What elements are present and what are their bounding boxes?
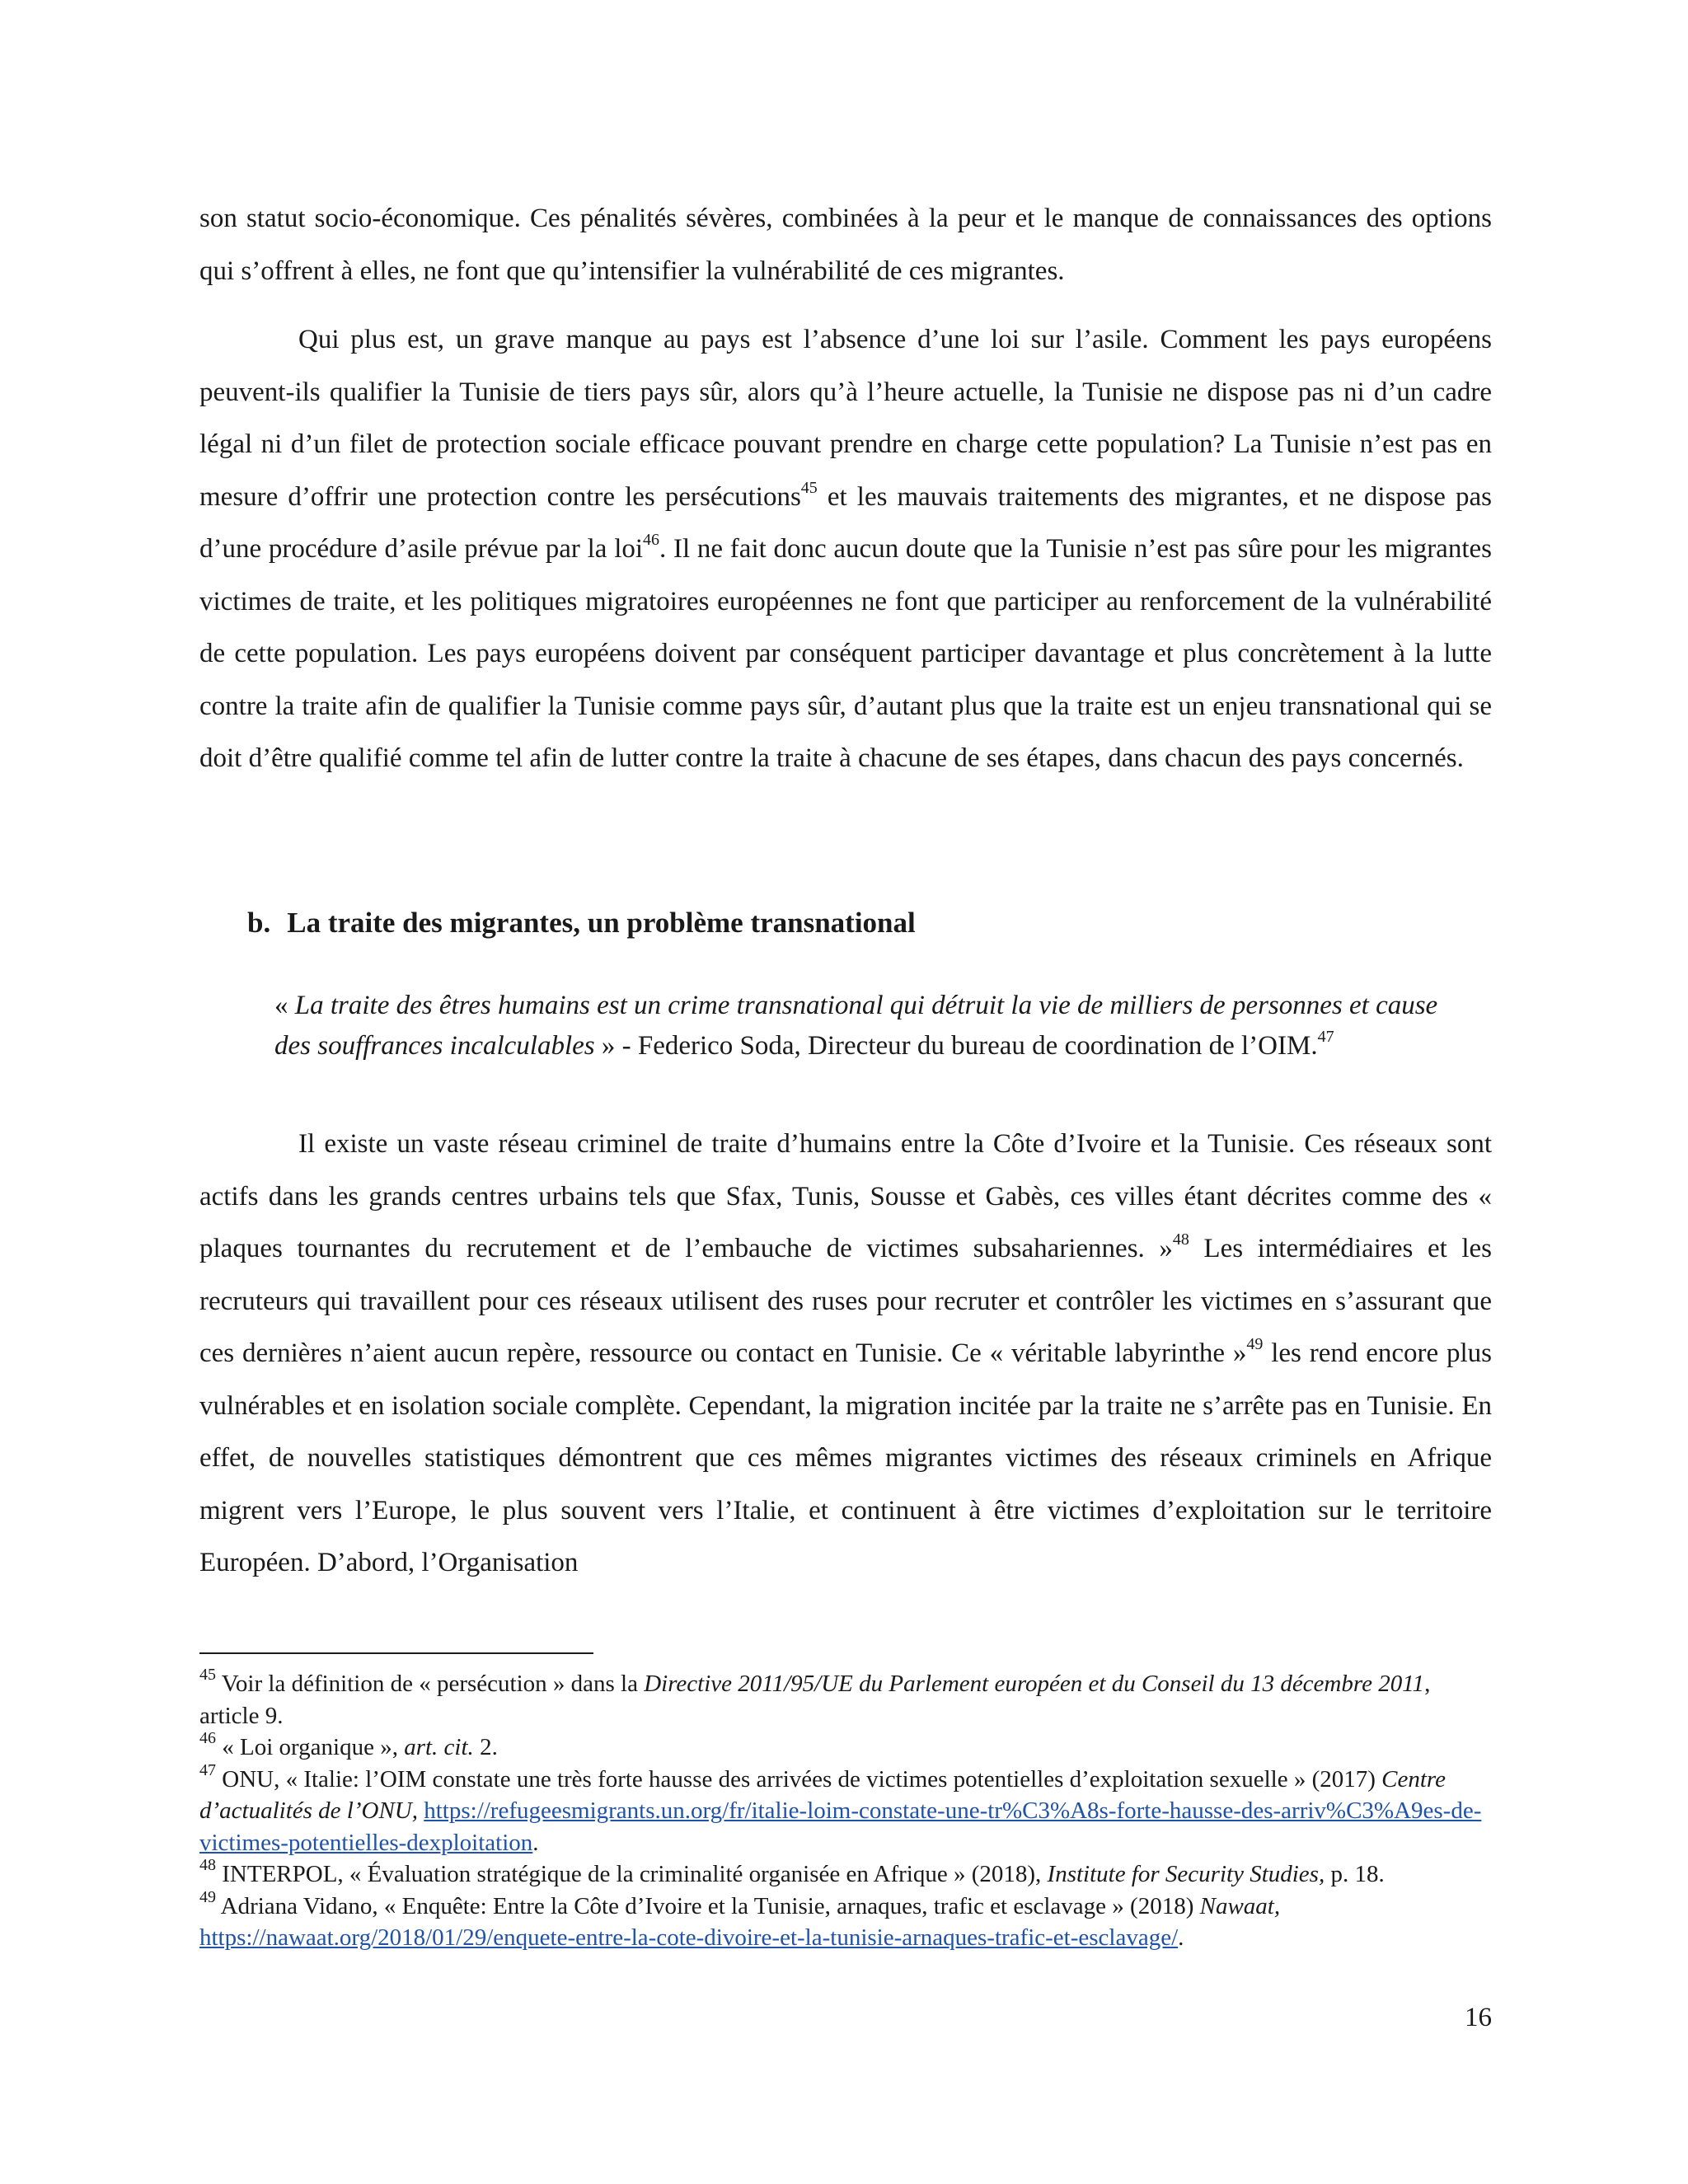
section-heading bbox=[247, 905, 916, 941]
paragraph-text: son statut socio-économique. Ces pénalités sévères, combinées à la peur et le manque de connaissances des options qui s’offrent à elles, ne font que qu’intensifier la vulnérabilité de ces migrantes. bbox=[199, 204, 1492, 286]
paragraph-text: les rend encore plus vulnérables et en isolation sociale complète. Cependant, la migration incitée par la traite ne s’arrête pas en Tunisie. En effet, de nouvelles statistiques démontrent que ces mêmes migrantes victimes des réseaux criminels en Afrique migrent vers l’Europe, le plus souvent vers l’Italie, et continuent à être victimes d’exploitation sur le territoire Européen. D’abord, l’Organisation bbox=[199, 1338, 1492, 1577]
footnote-46 bbox=[199, 1729, 1492, 1764]
footnotes bbox=[199, 1668, 1492, 1954]
paragraph-network bbox=[199, 1118, 1492, 1590]
paragraph-text: Les intermédiaires et les recruteurs qui travaillent pour ces réseaux utilisent des ruses pour recruter et contrôler les victimes en s’assurant que ces dernières n’aient aucun repère, ressource ou contact en Tunisie. Ce « véritable labyrinthe » bbox=[199, 1234, 1492, 1368]
footnote-ref-46[interactable]: 46 bbox=[643, 531, 660, 549]
footnote-number: 47 bbox=[199, 1760, 216, 1779]
paragraph-text: et les mauvais traitements des migrantes, et ne dispose pas d’une procédure d’asile prévue par la loi bbox=[199, 481, 1492, 564]
footnote-italic: art. cit. bbox=[404, 1734, 474, 1760]
block-quote bbox=[274, 986, 1445, 1066]
paragraph-text: Il existe un vaste réseau criminel de traite d’humains entre la Côte d’Ivoire et la Tunisie. Ces réseaux sont actifs dans les grands centres urbains tels que Sfax, Tunis, Sousse et Gabès, ces villes étant décrites comme des « plaques tournantes du recrutement et de l’embauche de victimes subsahariennes. » bbox=[199, 1129, 1492, 1263]
paragraph-continued bbox=[199, 193, 1492, 298]
footnote-separator bbox=[199, 1652, 593, 1654]
footnote-text: Voir la définition de « persécution » dans la bbox=[216, 1671, 645, 1697]
footnote-45 bbox=[199, 1668, 1492, 1732]
page-number: 16 bbox=[1465, 2003, 1492, 2032]
footnote-ref-45[interactable]: 45 bbox=[800, 478, 818, 497]
quote-attribution: » - Federico Soda, Directeur du bureau de coordination de l’OIM. bbox=[594, 1031, 1318, 1061]
footnote-italic: Institute for Security Studies, bbox=[1047, 1861, 1325, 1887]
footnote-number: 46 bbox=[199, 1729, 216, 1748]
footnote-text: Adriana Vidano, « Enquête: Entre la Côte d’Ivoire et la Tunisie, arnaques, trafic et esclavage » (2018) bbox=[216, 1892, 1200, 1919]
footnote-link-nawaat[interactable]: https://nawaat.org/2018/01/29/enquete-entre-la-cote-divoire-et-la-tunisie-arnaques-trafic-et-esclavage/ bbox=[199, 1924, 1179, 1951]
section-marker: b. bbox=[247, 907, 271, 939]
footnote-47 bbox=[199, 1760, 1492, 1859]
footnote-ref-49[interactable]: 49 bbox=[1246, 1335, 1264, 1353]
footnote-italic: Directive 2011/95/UE du Parlement européen et du Conseil du 13 décembre 2011 bbox=[644, 1671, 1425, 1697]
footnote-number: 49 bbox=[199, 1887, 216, 1906]
footnote-text: 2. bbox=[473, 1734, 498, 1760]
paragraph-text: . Il ne fait donc aucun doute que la Tunisie n’est pas sûre pour les migrantes victimes de traite, et les politiques migratoires européennes ne font que participer au renforcement de la vulnérabilité de cette population. Les pays européens doivent par conséquent participer davantage et plus concrètement à la lutte contre la traite afin de qualifier la Tunisie comme pays sûr, d’autant plus que la traite est un enjeu transnational qui se doit d’être qualifié comme tel afin de lutter contre la traite à chacune de ses étapes, dans chacun des pays concernés. bbox=[199, 534, 1492, 773]
footnote-48 bbox=[199, 1858, 1492, 1891]
footnote-ref-47[interactable]: 47 bbox=[1317, 1028, 1334, 1046]
footnote-text: ONU, « Italie: l’OIM constate une très forte hausse des arrivées de victimes potentielles d’exploitation sexuelle » (2017) bbox=[216, 1765, 1382, 1793]
paragraph-text: Qui plus est, un grave manque au pays est l’absence d’une loi sur l’asile. Comment les pays européens peuvent-ils qualifier la Tunisie de tiers pays sûr, alors qu’à l’heure actuelle, la Tunisie ne dispose pas ni d’un cadre légal ni d’un filet de protection sociale efficace pouvant prendre en charge cette population? La Tunisie n’est pas en mesure d’offrir une protection contre les persécutions bbox=[199, 325, 1492, 512]
footnote-49 bbox=[199, 1887, 1492, 1954]
footnote-text: . bbox=[1178, 1924, 1184, 1951]
footnote-link-un[interactable]: https://refugeesmigrants.un.org/fr/italie-loim-constate-une-tr%C3%A8s-forte-hausse-des-arriv%C3%A9es-de-victimes-potentielles-dexploitation bbox=[199, 1797, 1482, 1856]
footnote-number: 45 bbox=[199, 1666, 216, 1685]
footnote-text: , article 9. bbox=[199, 1671, 1431, 1729]
footnote-italic: Centre d’actualités de l’ONU, bbox=[199, 1765, 1446, 1824]
footnote-text: « Loi organique », bbox=[216, 1734, 405, 1760]
quote-italic-text: La traite des êtres humains est un crime transnational qui détruit la vie de milliers de personnes et cause des souffrances incalculables bbox=[274, 991, 1438, 1061]
footnote-text: INTERPOL, « Évaluation stratégique de la criminalité organisée en Afrique » (2018), bbox=[216, 1861, 1048, 1887]
footnote-text: . bbox=[532, 1829, 539, 1856]
footnote-number: 48 bbox=[199, 1856, 216, 1875]
quote-open: « bbox=[274, 991, 295, 1020]
footnote-text: p. 18. bbox=[1325, 1861, 1385, 1887]
footnote-ref-48[interactable]: 48 bbox=[1172, 1230, 1189, 1249]
footnote-italic: Nawaat, bbox=[1199, 1892, 1281, 1919]
section-title: La traite des migrantes, un problème transnational bbox=[287, 907, 916, 939]
paragraph-asylum bbox=[199, 314, 1492, 785]
